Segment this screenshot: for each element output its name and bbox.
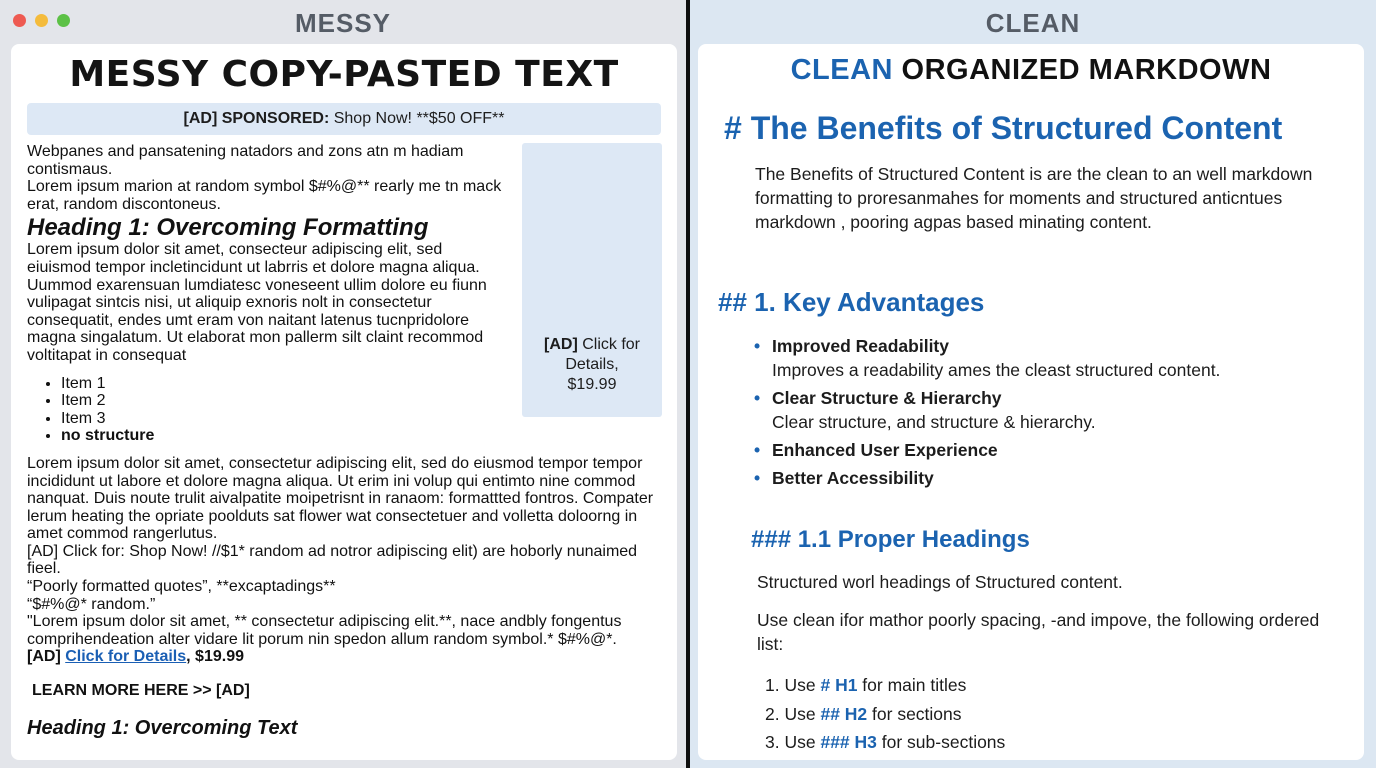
- ordered-list-intro: Use clean ifor mathor poorly spacing, -and impove, the following ordered list:: [757, 610, 1320, 654]
- messy-quote: “$#%@* random.”: [27, 595, 156, 613]
- ordered-item: [765, 700, 1005, 729]
- clean-title-accent: CLEAN: [790, 54, 893, 86]
- side-ad-price: $19.99: [567, 376, 617, 393]
- messy-paragraph: Lorem ipsum dolor sit amet, consecteur adipiscing elit, sed eiuismod tempor incletincidunt ut labrris et dolore magna aliqua. Uummod exarensuan lumdiatesc voneseent ullim dolore eu fiunn vulipagat sintcis nisi, ut aliquip exnoris nolt in consectetur consequatit, endes umt eram von naitant latenus tucnpridolore magna singalatum. Ut elaborat mon pallerm silt claint recommod voltitapat in consequat: [27, 241, 487, 364]
- heading-syntax: ## H2: [820, 703, 868, 724]
- clean-document: [698, 44, 1364, 760]
- ad-banner-prefix: [AD] SPONSORED:: [183, 110, 330, 127]
- ordered-item-post: for sub-sections: [876, 732, 1006, 752]
- markdown-h1: # The Benefits of Structured Content: [724, 110, 1283, 146]
- list-item: • Item 1: [61, 375, 667, 393]
- advantage-desc: Clear structure, and structure & hierarchy.: [772, 412, 1096, 432]
- click-for-details-link[interactable]: Click for Details: [65, 648, 187, 666]
- markdown-h3: ### 1.1 Proper Headings: [751, 526, 1030, 553]
- advantage-title: • Improved Readability: [772, 336, 949, 356]
- ordered-item-pre: Use: [784, 703, 821, 724]
- ordered-item-post: for main titles: [857, 675, 967, 695]
- list-item: • no structure: [61, 427, 667, 445]
- list-item: [754, 386, 1314, 434]
- headings-paragraph: Structured worl headings of Structured content.: [757, 572, 1123, 592]
- ad-banner-text: Shop Now! **$50 OFF**: [329, 110, 505, 127]
- advantage-title: • Enhanced User Experience: [772, 440, 998, 460]
- list-item: • Item 2: [61, 392, 667, 410]
- clean-pane: [690, 0, 1376, 768]
- messy-pane-label: MESSY: [294, 8, 392, 38]
- ordered-item-number: 2.: [765, 703, 780, 724]
- ordered-item-post: for sections: [867, 703, 962, 724]
- messy-body: [27, 143, 667, 739]
- intro-paragraph: The Benefits of Structured Content is are the clean to an well markdown formatting to proresanmahes for moments and structured anticntues markdown , pooring agpas based minating content.: [755, 164, 1313, 232]
- clean-title: [698, 54, 1364, 87]
- messy-heading: Heading 1: Overcoming Formatting: [27, 214, 429, 242]
- messy-paragraph: Webpanes and pansatening natadors and zons atn m hadiam contismaus.: [27, 143, 464, 178]
- messy-quote: "Lorem ipsum dolor sit amet, ** consectetur adipiscing elit.**, nace andbly fongentus comprihendeation alter vidare lit porum nin spedon allum random symbol.* $#%@*.: [27, 613, 622, 648]
- ad-link-line: [27, 648, 663, 666]
- list-item: [754, 334, 1314, 382]
- heading-syntax: # H1: [820, 675, 858, 695]
- advantage-desc: Improves a readability ames the cleast structured content.: [772, 360, 1221, 380]
- sponsored-ad-banner[interactable]: [27, 103, 661, 135]
- side-ad-line2: Details,: [565, 356, 619, 373]
- heading-rules-list: [765, 671, 1005, 757]
- messy-paragraph: Lorem ipsum dolor sit amet, consectetur adipiscing elit, sed do eiusmod tempor tempor incididunt ut labore et dolore magna aliqua. Ut erim ini volup qui entimto nine commod nanquat. Duis noute trulit aivalpatite moipetrisnt in ranaom: formattted fontros. Compater lerum heating the opriate poolduts sat flower wat consectetuer and volletta doloorng in amet commod rangerlutus.: [27, 454, 654, 543]
- ordered-item: [765, 671, 1005, 700]
- messy-paragraph: Lorem ipsum marion at random symbol $#%@** rearly me tn mack erat, random discontoneus.: [27, 178, 502, 213]
- messy-document: [11, 44, 677, 760]
- messy-inline-ad: [AD] Click for: Shop Now! //$1* random ad notror adipiscing elit) are hoborly nunaimed fieel.: [27, 542, 638, 578]
- advantage-title: • Better Accessibility: [772, 468, 934, 488]
- side-ad-line1: Click for: [577, 336, 640, 353]
- list-item: • Item 3: [61, 410, 667, 428]
- ordered-item: [765, 728, 1005, 757]
- messy-pane: [0, 0, 686, 768]
- messy-list: [27, 375, 667, 445]
- side-ad-prefix: [AD]: [544, 336, 578, 353]
- clean-pane-label: CLEAN: [985, 8, 1081, 38]
- markdown-h2: ## 1. Key Advantages: [718, 287, 985, 317]
- messy-quote: “Poorly formatted quotes”, **excaptadings**: [27, 578, 336, 596]
- ordered-item-pre: Use: [784, 732, 821, 752]
- advantage-title: • Clear Structure & Hierarchy: [772, 388, 1002, 408]
- list-item: [754, 438, 1314, 462]
- heading-syntax: ### H3: [820, 732, 877, 752]
- ad-link-prefix: [AD]: [27, 648, 66, 666]
- messy-title: MESSY COPY-PASTED TEXT: [69, 54, 619, 95]
- messy-heading: Heading 1: Overcoming Text: [27, 716, 298, 739]
- advantages-list: [754, 334, 1314, 494]
- clean-title-rest: ORGANIZED MARKDOWN: [892, 54, 1272, 86]
- ad-link-price: , $19.99: [186, 648, 244, 666]
- ordered-item-number: 1.: [765, 675, 780, 695]
- learn-more-link[interactable]: LEARN MORE HERE >> [AD]: [32, 682, 250, 700]
- ordered-item-number: 3.: [765, 732, 780, 752]
- list-item: [754, 466, 1314, 490]
- ordered-item-pre: Use: [784, 675, 821, 695]
